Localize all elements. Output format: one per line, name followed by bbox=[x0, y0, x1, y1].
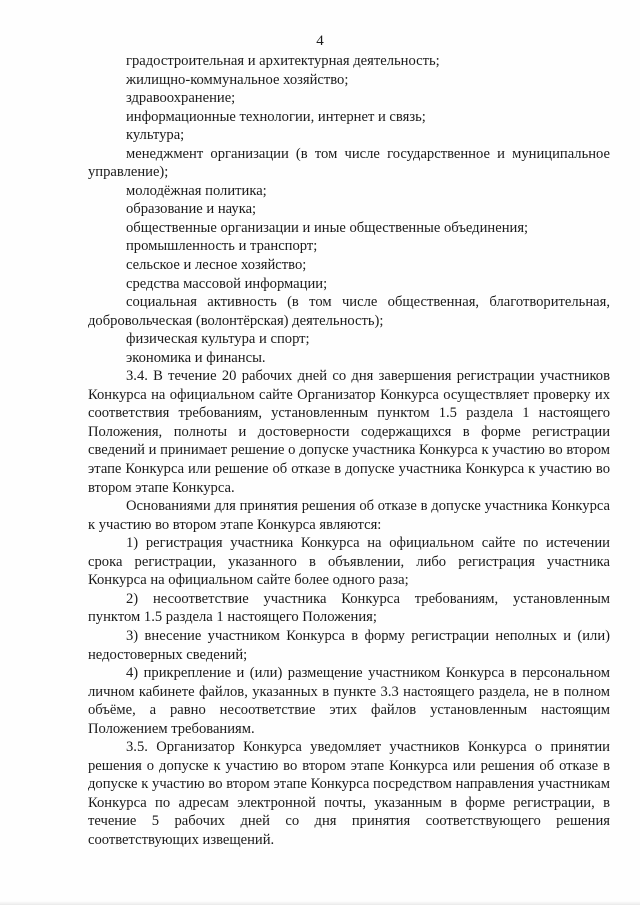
paragraph-3-4: 3.4. В течение 20 рабочих дней со дня завершения регистрации участников Конкурса на официальном сайте Организатор Конкурса осуществляет проверку их соответствия требованиям, установленным пунктом 1.5 раздела 1 настоящего Положения, полноты и достоверности содержащихся в форме регистрации сведений и принимает решение о допуске участника Конкурса к участию во втором этапе Конкурса или решение об отказе в допуске участника Конкурса к участию во втором этапе Конкурса. bbox=[88, 368, 610, 496]
list-item: общественные организации и иные общественные объединения; bbox=[126, 219, 529, 236]
list-item: информационные технологии, интернет и связь; bbox=[126, 108, 426, 125]
paragraph-grounds: Основаниями для принятия решения об отказе в допуске участника Конкурса к участию во втором этапе Конкурса являются: bbox=[88, 498, 610, 533]
reason-4: 4) прикрепление и (или) размещение участником Конкурса в персональном личном кабинете файлов, указанных в пункте 3.3 настоящего раздела, не в полном объёме, а равно несоответствие этих файлов установленным настоящим Положением требованиям. bbox=[88, 665, 610, 737]
list-item: образование и наука; bbox=[126, 201, 257, 218]
page-number: 4 bbox=[316, 33, 324, 49]
reason-1: 1) регистрация участника Конкурса на официальном сайте по истечении срока регистрации, указанного в объявлении, либо регистрация участника Конкурса на официальном сайте более одного раза; bbox=[88, 535, 610, 589]
list-item: экономика и финансы. bbox=[126, 349, 266, 366]
list-item-management-line1: менеджмент организации (в том числе государственное и муниципальное bbox=[126, 145, 610, 162]
list-item: средства массовой информации; bbox=[126, 275, 328, 292]
document-body bbox=[88, 52, 610, 850]
list-item: физическая культура и спорт; bbox=[126, 331, 310, 348]
list-item: промышленность и транспорт; bbox=[126, 238, 318, 255]
list-item-social-line2: добровольческая (волонтёрская) деятельность); bbox=[88, 312, 384, 329]
list-item-social-line1: социальная активность (в том числе общественная, благотворительная, bbox=[126, 294, 610, 311]
list-item: сельское и лесное хозяйство; bbox=[126, 257, 307, 274]
scan-edge-shadow bbox=[0, 901, 640, 905]
reason-2: 2) несоответствие участника Конкурса требованиям, установленным пунктом 1.5 раздела 1 настоящего Положения; bbox=[88, 590, 610, 626]
list-item: молодёжная политика; bbox=[126, 182, 267, 199]
list-item: градостроительная и архитектурная деятельность; bbox=[126, 53, 440, 69]
reason-3: 3) внесение участником Конкурса в форму регистрации неполных и (или) недостоверных сведений; bbox=[88, 627, 610, 663]
list-item: культура; bbox=[126, 127, 185, 144]
list-item-management-line2: управление); bbox=[88, 164, 169, 181]
paragraph-3-5: 3.5. Организатор Конкурса уведомляет участников Конкурса о принятии решения о допуске к участию во втором этапе Конкурса или решения об отказе в допуске к участию во втором этапе Конкурса посредством направления участникам Конкурса по адресам электронной почты, указанным в форме регистрации, в течение 5 рабочих дней со дня принятия соответствующего решения соответствующих извещений. bbox=[88, 739, 610, 848]
list-item: здравоохранение; bbox=[126, 90, 236, 107]
list-item: жилищно-коммунальное хозяйство; bbox=[126, 71, 349, 88]
